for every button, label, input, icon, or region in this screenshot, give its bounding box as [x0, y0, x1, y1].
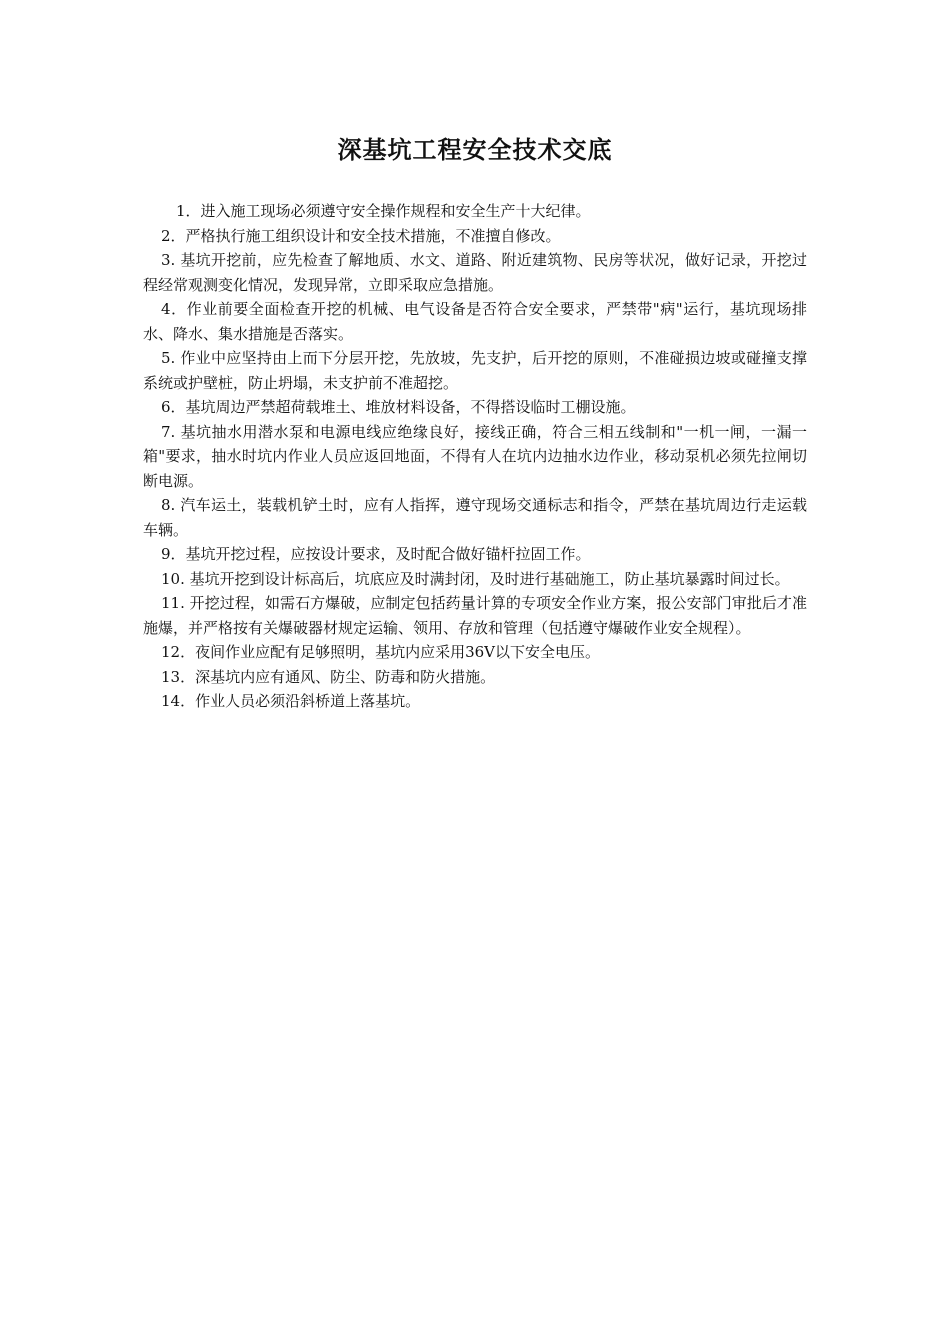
list-item-10: 10. 基坑开挖到设计标高后，坑底应及时满封闭，及时进行基础施工，防止基坑暴露时间过长。 [161, 569, 790, 588]
list-item-9: 9．基坑开挖过程，应按设计要求，及时配合做好锚杆拉固工作。 [161, 545, 591, 563]
list-item-3: 3. 基坑开挖前，应先检查了解地质、水文、道路、附近建筑物、民房等状况，做好记录，开挖过程经常观测变化情况，发现异常，立即采取应急措施。 [143, 251, 807, 294]
list-item-11: 11. 开挖过程，如需石方爆破，应制定包括药量计算的专项安全作业方案，报公安部门审批后才准施爆，并严格按有关爆破器材规定运输、领用、存放和管理（包括遵守爆破作业安全规程）。 [143, 594, 807, 637]
document-body [143, 199, 807, 714]
list-item-13: 13．深基坑内应有通风、防尘、防毒和防火措施。 [161, 667, 496, 686]
list-item-12: 12．夜间作业应配有足够照明，基坑内应采用36V以下安全电压。 [161, 643, 601, 661]
list-item-5: 5. 作业中应坚持由上而下分层开挖，先放坡，先支护，后开挖的原则，不准碰损边坡或碰撞支撑系统或护壁桩，防止坍塌，未支护前不准超挖。 [143, 349, 807, 392]
list-item-6: 6．基坑周边严禁超荷载堆土、堆放材料设备，不得搭设临时工棚设施。 [161, 398, 636, 416]
list-item-2: 2．严格执行施工组织设计和安全技术措施，不准擅自修改。 [161, 226, 561, 245]
list-item-14: 14．作业人员必须沿斜桥道上落基坑。 [161, 692, 421, 710]
page-title: 深基坑工程安全技术交底 [337, 135, 613, 164]
list-item-1: 1．进入施工现场必须遵守安全操作规程和安全生产十大纪律。 [176, 202, 591, 220]
list-item-7: 7. 基坑抽水用潜水泵和电源电线应绝缘良好，接线正确，符合三相五线制和"一机一闸，一漏一箱"要求，抽水时坑内作业人员应返回地面，不得有人在坑内边抽水边作业，移动泵机必须先拉闸切断电源。 [143, 422, 807, 490]
list-item-4: 4．作业前要全面检查开挖的机械、电气设备是否符合安全要求，严禁带"病"运行，基坑现场排水、降水、集水措施是否落实。 [143, 300, 807, 343]
list-item-8: 8. 汽车运土，装载机铲土时，应有人指挥，遵守现场交通标志和指令，严禁在基坑周边行走运载车辆。 [143, 496, 807, 539]
